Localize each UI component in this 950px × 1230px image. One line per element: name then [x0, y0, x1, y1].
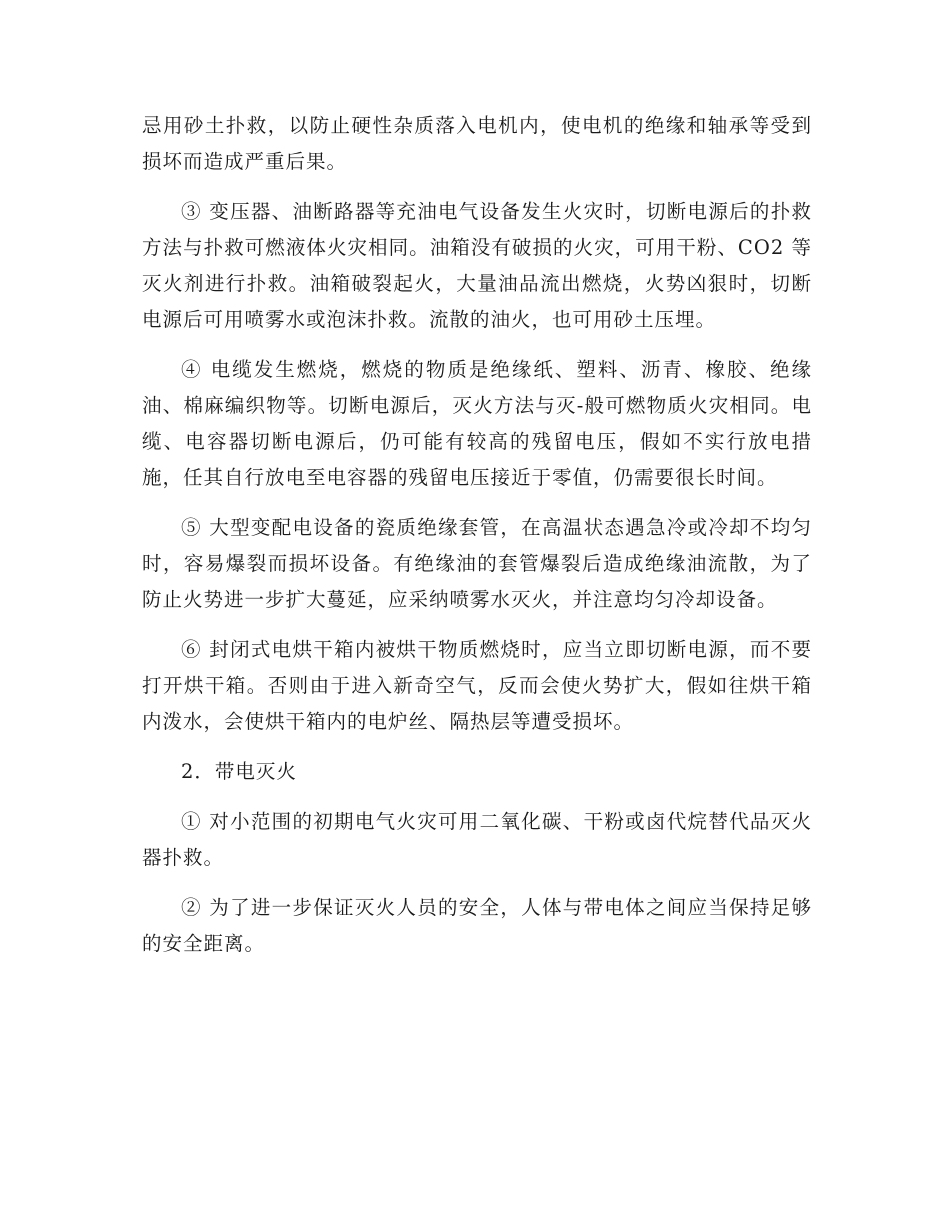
- paragraph-live-item-1: ① 对小范围的初期电气火灾可用二氧化碳、干粉或卤代烷替代品灭火器扑救。: [142, 810, 812, 869]
- paragraph-item-4: ④ 电缆发生燃烧，燃烧的物质是绝缘纸、塑料、沥青、橡胶、绝缘油、棉麻编织物等。切断电源后，灭火方法与灭-般可燃物质火灾相同。电缆、电容器切断电源后，仍可能有较高的残留电压，假如不实行放电措施，任其自行放电至电容器的残留电压接近于零值，仍需要很长时间。: [142, 358, 812, 489]
- paragraph-live-item-2: ② 为了进一步保证灭火人员的安全，人体与带电体之间应当保持足够的安全距离。: [142, 896, 812, 955]
- paragraph-item-3: ③ 变压器、油断路器等充油电气设备发生火灾时，切断电源后的扑救方法与扑救可燃液体火灾相同。油箱没有破损的火灾，可用干粉、CO2 等灭火剂进行扑救。油箱破裂起火，大量油品流出燃烧，火势凶狠时，切断电源后可用喷雾水或泡沫扑救。流散的油火，也可用砂土压埋。: [142, 200, 812, 331]
- paragraph-item-6: ⑥ 封闭式电烘干箱内被烘干物质燃烧时，应当立即切断电源，而不要打开烘干箱。否则由于进入新奇空气，反而会使火势扩大，假如往烘干箱内泼水，会使烘干箱内的电炉丝、隔热层等遭受损坏。: [142, 638, 812, 733]
- paragraph-item-5: ⑤ 大型变配电设备的瓷质绝缘套管，在高温状态遇急冷或冷却不均匀时，容易爆裂而损坏设备。有绝缘油的套管爆裂后造成绝缘油流散，为了防止火势进一步扩大蔓延，应采纳喷雾水灭火，并注意均匀冷却设备。: [142, 516, 812, 611]
- section-heading: 2．带电灭火: [181, 760, 297, 783]
- document-body: [142, 108, 812, 976]
- paragraph-continuation: 忌用砂土扑救，以防止硬性杂质落入电机内，使电机的绝缘和轴承等受到损坏而造成严重后果。: [142, 114, 812, 173]
